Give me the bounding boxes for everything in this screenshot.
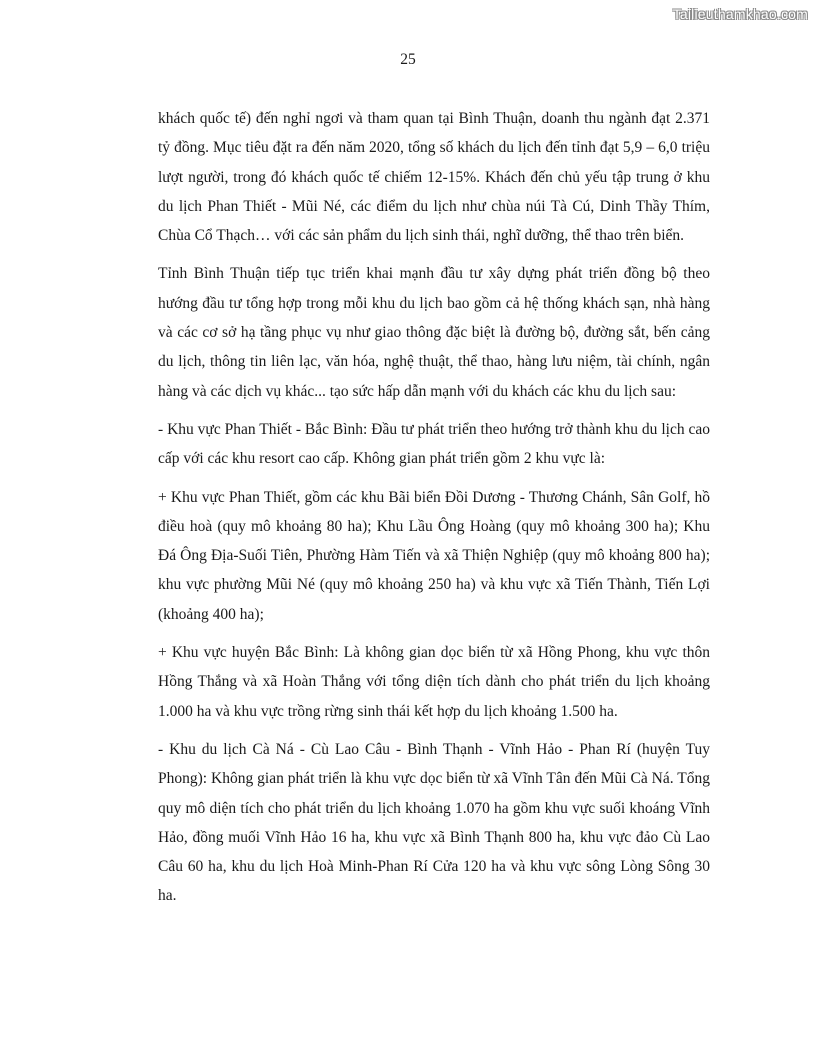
paragraph-ca-na-tuy-phong: - Khu du lịch Cà Ná - Cù Lao Câu - Bình Thạnh - Vĩnh Hảo - Phan Rí (huyện Tuy Phong): Không gian phát triển là khu vực dọc biển từ xã Vĩnh Tân đến Mũi Cà Ná. Tổng quy mô diện tích cho phát triển du lịch khoảng 1.070 ha gồm khu vực suối khoáng Vĩnh Hảo, đồng muối Vĩnh Hảo 16 ha, khu vực xã Bình Thạnh 800 ha, khu vực đảo Cù Lao Câu 60 ha, khu du lịch Hoà Minh-Phan Rí Cửa 120 ha và khu vực sông Lòng Sông 30 ha. bbox=[158, 740, 710, 905]
document-body bbox=[158, 104, 710, 911]
page-number: 25 bbox=[400, 51, 416, 68]
watermark-text: Tailieuthamkhao.com bbox=[672, 6, 808, 22]
paragraph-investment-plan: Tỉnh Bình Thuận tiếp tục triển khai mạnh đầu tư xây dựng phát triển đồng bộ theo hướng đầu tư tổng hợp trong mỗi khu du lịch bao gồm cả hệ thống khách sạn, nhà hàng và các cơ sở hạ tầng phục vụ như giao thông đặc biệt là đường bộ, đường sắt, bến cảng du lịch, thông tin liên lạc, văn hóa, nghệ thuật, thể thao, hàng lưu niệm, tài chính, ngân hàng và các dịch vụ khác... tạo sức hấp dẫn mạnh với du khách các khu du lịch sau: bbox=[158, 265, 710, 400]
paragraph-tourism-overview: khách quốc tế) đến nghỉ ngơi và tham quan tại Bình Thuận, doanh thu ngành đạt 2.371 tỷ đồng. Mục tiêu đặt ra đến năm 2020, tổng số khách du lịch đến tỉnh đạt 5,9 – 6,0 triệu lượt người, trong đó khách quốc tế chiếm 12-15%. Khách đến chủ yếu tập trung ở khu du lịch Phan Thiết - Mũi Né, các điểm du lịch như chùa núi Tà Cú, Dinh Thầy Thím, Chùa Cổ Thạch… với các sản phẩm du lịch sinh thái, nghĩ dưỡng, thể thao trên biển. bbox=[158, 110, 710, 245]
paragraph-phan-thiet-bac-binh: - Khu vực Phan Thiết - Bắc Bình: Đầu tư phát triển theo hướng trở thành khu du lịch cao cấp với các khu resort cao cấp. Không gian phát triển gồm 2 khu vực là: bbox=[158, 420, 710, 468]
paragraph-bac-binh-district: + Khu vực huyện Bắc Bình: Là không gian dọc biển từ xã Hồng Phong, khu vực thôn Hồng Thắng và xã Hoàn Thắng với tổng diện tích dành cho phát triển du lịch khoảng 1.000 ha và khu vực trồng rừng sinh thái kết hợp du lịch khoảng 1.500 ha. bbox=[158, 644, 710, 720]
paragraph-phan-thiet-area: + Khu vực Phan Thiết, gồm các khu Bãi biển Đồi Dương - Thương Chánh, Sân Golf, hồ điều hoà (quy mô khoảng 80 ha); Khu Lầu Ông Hoàng (quy mô khoảng 300 ha); Khu Đá Ông Địa-Suối Tiên, Phường Hàm Tiến và xã Thiện Nghiệp (quy mô khoảng 800 ha); khu vực phường Mũi Né (quy mô khoảng 250 ha) và khu vực xã Tiến Thành, Tiến Lợi (khoảng 400 ha); bbox=[158, 488, 710, 623]
